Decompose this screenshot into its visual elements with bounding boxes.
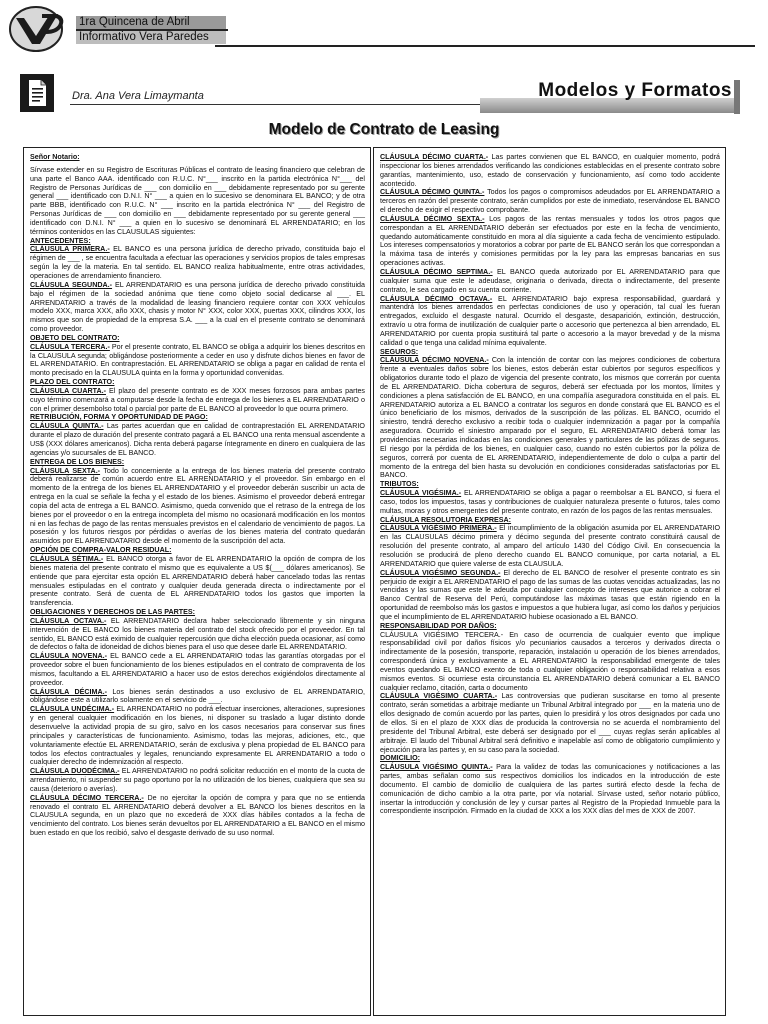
- clause-text: EL BANCO otorga a favor de EL ARRENDATARIO la opción de compra de los bienes materia del presente contrato el mismo que es equivalente a US $(___ dólares americanos). Se entiende que para ejercitar esta opción EL ARRENDATARIO deberá haber cancelado todas las rentas mensuales estipuladas en el contrato y cualquier deuda generada directa o indirectamente por el presente contrato. Será de cuenta de EL ARRENDATARIO todos los gastos que importen la transferencia.: [30, 554, 365, 608]
- clause-text: EL ARRENDATARIO no podrá solicitar reducción en el monto de la cuota de arrendamiento, ni suspender su pago oportuno por la no utilización de los bienes, cualquiera que sea su causa (deterioro o averías).: [30, 767, 365, 793]
- author-name: Dra. Ana Vera Limaymanta: [72, 90, 204, 102]
- heading-text: OPCIÓN DE COMPRA-VALOR RESIDUAL:: [30, 546, 172, 555]
- clause-label: CLÁUSULA UNDÉCIMA.-: [30, 705, 115, 714]
- clause-paragraph: [30, 652, 365, 687]
- clause-paragraph: [30, 245, 365, 280]
- clause-label: CLÁUSULA PRIMERA.-: [30, 245, 110, 254]
- section-heading: [30, 608, 365, 617]
- clause-label: CLÁUSULA QUINTA.-: [30, 422, 104, 431]
- section-heading: [30, 413, 365, 422]
- clause-text: Las partes acuerdan que en calidad de contraprestación EL ARRENDATARIO durante el plazo de duración del presente contrato pagará a EL BANCO una renta mensual ascendente a US$ (XXX dólares americanos). Dicha renta deberá pagarse íntegramente en dinero en cualquiera de las agencias y/o sucursales de EL BANCO.: [30, 422, 365, 457]
- clause-text: Todos los pagos o compromisos adeudados por EL ARRENDATARIO a terceros en razón del presente contrato, serán cumplidos por este de inmediato, reservándose EL BANCO el derecho de exigir el respectivo comprobante.: [380, 188, 720, 215]
- document-icon: [20, 74, 54, 112]
- clause-text: EL BANCO es una persona jurídica de derecho privado, constituida bajo el régimen de ___ , se encuentra facultada a efectuar las operaciones y servicios propios de tales empresas según la ley de la materia. En tal sentido. EL BANCO realiza habitualmente, entre otras actividades, operaciones de arrendamiento financiero.: [30, 245, 366, 280]
- clause-label: CLÁUSULA DÉCIMO OCTAVA.-: [380, 294, 493, 303]
- clause-text: EL ARRENDATARIO bajo expresa responsabilidad, guardará y mantendrá los bienes arrendados en perfectas condiciones de uso y operación, tal cual les fueran entregados, excluido el desgaste natural. Ocurrido el desgaste, desaparición, extinción, destrucción, extravío u otra forma de inutilización de cualquier parte o accesorio que pertenezca al bien arrendado, EL ARRENDATARIO por cuenta propia sustituirá tal parte o accesorio a la mayor brevedad y de la misma calidad o que tenga una calidad mínima equivalente.: [380, 294, 720, 347]
- clause-paragraph: [380, 631, 720, 693]
- clause-text: Por el presente contrato, EL BANCO se obliga a adquirir los bienes descritos en la CLAUSULA segunda; obligándose posteriormente a ceder en uso y disfrute dichos bienes en favor de EL ARRENDATARIO. En contraprestación. EL ARRENDATARIO se obliga a pagar en calidad de renta el monto precisado en la CLAUSULA quinta en la forma y oportunidad convenidas.: [30, 342, 366, 378]
- clause-paragraph: [30, 166, 365, 237]
- clause-label: CLÁUSULA SEGUNDA.-: [30, 280, 113, 289]
- clause-label: CLÁUSULA VIGÉSIMA.-: [380, 489, 462, 498]
- clause-label: CLÁUSULA VIGÉSIMO CUARTA.-: [380, 692, 498, 701]
- clause-label: CLÁUSULA DÉCIMO QUINTA.-: [380, 188, 485, 197]
- clause-paragraph: [380, 489, 720, 516]
- clause-paragraph: [30, 767, 365, 794]
- clause-text: El incumplimiento de la obligación asumida por EL ARRENDATARIO en las CLAUSULAS décimo primera y décimo segunda del presente contrato constituirá causal de resolución del presente contrato, al amparo del artículo 1430 del Código Civil. En consecuencia la resolución se producirá de pleno derecho cuando EL BANCO comunique, por carta notarial, a EL ARRENDATARIO que quiere valerse de esta CLAUSULA.: [380, 524, 721, 568]
- clause-paragraph: [380, 188, 720, 215]
- clause-paragraph: [380, 356, 720, 480]
- clause-label: CLÁUSULA SÉTIMA.-: [30, 554, 104, 563]
- clause-text: Sírvase extender en su Registro de Escrituras Públicas el contrato de leasing financiero que celebran de una parte el Banco AAA. identificado con R.U.C. N°___ inscrito en la partida electrónica N°___ del Registro de Personas Jurídicas de ___ con domicilio en ___ debidamente representado por su gerente general ___ identificado con D.N.I. N° ___ a quien en lo sucesivo se denominara EL BANCO; y de otra parte BBB, identificado con R.U.C. N° ___ inscrito en la partida electrónica N° ___ del Registro de Personas Jurídicas de ___ con domicilio en ___ debidamente representado por su gerente general ___ identificado con D.N.I. N° ___ a quien en lo sucesivo se denominará EL ARRENDATARIO; en los términos contenidos en las CLAUSULAS siguientes:: [30, 165, 365, 236]
- clause-label: CLÁUSULA VIGÉSIMO SEGUNDA.-: [380, 568, 501, 577]
- clause-paragraph: [380, 569, 720, 622]
- clause-paragraph: [380, 295, 720, 348]
- clause-paragraph: [380, 763, 720, 816]
- clause-paragraph: [30, 422, 365, 457]
- clause-text: EL ARRENDATARIO se obliga a pagar o reembolsar a EL BANCO, si fuera el caso, todos los impuestos, tasas y contribuciones de cualquier naturaleza presente o futuros, tales como multas, moras y otros emergentes del presente contrato, en razón de los pagos de las rentas mensuales.: [380, 489, 720, 515]
- clause-text: Los bienes serán destinados a uso exclusivo de EL ARRENDATARIO, obligándose este a utilizarlo solamente en el servicio de ___.: [30, 687, 365, 705]
- section-heading: [380, 622, 720, 631]
- clause-text: El derecho de EL BANCO de resolver el presente contrato es sin perjuicio de exigir a EL ARRENDATARIO el pago de las sumas de las cuotas vencidas actualizadas, las no vencidas y las sumas que este le adeuda por cualquier concepto de intereses que autorice a cobrar el Banco Central de Reserva del Perú, computándose las máximas tasas que están rigiendo en la oportunidad de reembolso más los gastos e impuestos a que hubiera lugar, así como los daños y perjuicios que el incumplimiento de EL ARRENDATARIO hubiese ocasionado a EL BANCO.: [380, 568, 721, 621]
- issue-label: 1ra Quincena de Abril: [76, 16, 226, 29]
- clause-paragraph: [30, 617, 365, 652]
- heading-text: ANTECEDENTES:: [30, 236, 91, 245]
- author-rule: [70, 104, 480, 105]
- section-banner-edge: [734, 80, 740, 114]
- section-heading: [30, 378, 365, 387]
- clause-label: CLÁUSULA DÉCIMO NOVENA.-: [380, 356, 489, 365]
- clause-paragraph: [380, 692, 720, 754]
- left-column: [23, 147, 371, 1016]
- clause-paragraph: [30, 281, 365, 334]
- clause-label: CLÁUSULA DÉCIMO SEXTA.-: [380, 214, 485, 223]
- section-title: Modelos y Formatos: [538, 80, 732, 101]
- clause-label: CLÁUSULA DÉCIMO TERCERA.-: [30, 793, 144, 802]
- clause-text: Con la intención de contar con las mejores condiciones de cobertura frente a eventuales daños sobre los bienes, estos deberán estar cubiertos por seguros específicos y obligatorios durante todo el plazo de vigencia del presente contrato, los mismos que correrán por cuenta de EL ARRENDATARIO. Dicha cobertura de seguros, deberá ser efectuada por los montos, límites y condiciones a plena satisfacción de EL BANCO, en una compañía aseguradora constituida en el país. EL ARRENDATARIO autoriza a EL BANCO a contratar los seguros en donde constará que EL BANCO es el único beneficiario de los mismos, derivados de la suscripción de las pólizas. EL BANCO, ocurrido el siniestro, tendrá derecho exclusivo a recibir toda o cualquier indemnización a pagar por la compañía aseguradora. Ocurrido el siniestro amparado por el seguro, EL ARRENDATARIO deberá tomar las providencias necesarias indicadas en las condiciones generales y particulares de las pólizas de seguros. El riesgo por la pérdida de los bienes, en cualquier caso, cuando no estén cubiertos por la póliza de seguros, correrá por cuenta de EL ARRENDATARIO, independientemente de dolo o culpa a partir del momento de la entrega del bien hasta su devolución en condiciones consideradas satisfactorias por EL BANCO.: [380, 356, 720, 480]
- section-heading: [30, 546, 365, 555]
- heading-text: CLÁUSULA RESOLUTORIA EXPRESA:: [380, 515, 512, 524]
- clause-text: Las partes convienen que EL BANCO, en cualquier momento, podrá inspeccionar los bienes arrendados verificando las condiciones establecidas en el presente contrato sobre garantías, mantenimiento, uso, estado de conservación y funcionamiento, así como todo accidente acontecido.: [380, 153, 720, 188]
- clause-paragraph: [30, 343, 365, 378]
- clause-text: EL BANCO cede a EL ARRENDATARIO todas las garantías otorgadas por el proveedor sobre el buen funcionamiento de los bienes estipulados en el contrato de compraventa de los mismos, facultando a EL ARRENDATARIO a hacer uso de estos derechos exigiéndolos directamente al proveedor.: [30, 652, 365, 687]
- clause-label: CLÁUSULA VIGÉSIMO PRIMERA.-: [380, 524, 497, 533]
- heading-text: ENTREGA DE LOS BIENES:: [30, 457, 125, 466]
- heading-text: TRIBUTOS:: [380, 480, 419, 489]
- clause-label: CLÁUSULA DÉCIMO CUARTA.-: [380, 153, 489, 161]
- clause-label: CLÁUSULA OCTAVA.-: [30, 616, 107, 625]
- document-title: Modelo de Contrato de Leasing: [268, 121, 500, 138]
- clause-label: CLÁUSULA SEXTA.-: [30, 466, 101, 475]
- clause-text: El plazo del presente contrato es de XXX meses forzosos para ambas partes cuyo término comenzará a computarse desde la fecha de entrega de los bienes a EL ARRENDATARIO o con el primer desembolso total o parcial por parte de EL BANCO al proveedor lo que ocurra primero.: [30, 386, 365, 413]
- right-column: [373, 147, 726, 1016]
- clause-text: EL ARRENDATARIO es una persona jurídica de derecho privado constituida bajo el régimen de la sociedad anónima que tiene como objeto social dedicarse al ___. EL ARRENDATARIO a través de la modalidad de leasing financiero requiere contar con XXX vehículos modelo XXX, marca XXX, año XXX, chasis y motor N° XXX, color XXX, puertas XXX, cilindros XXX, los mismos que son de propiedad de la empresa S.A. ___ a la cual en el presente contrato se denominará como proveedor.: [30, 280, 366, 334]
- section-heading: [30, 334, 365, 343]
- section-heading: [30, 458, 365, 467]
- clause-paragraph: [30, 387, 365, 414]
- clause-label: CLÁUSULA CUARTA.-: [30, 386, 106, 395]
- publication-label: Informativo Vera Paredes: [76, 31, 226, 44]
- clause-text: EL ARRENDATARIO no podrá efectuar inserciones, alteraciones, supresiones y en general cualquier modificación en los bienes, ni disponer su traslado a lugar distinto donde desenvuelve la actividad propia de su giro, salvo en los casos necesarios para conservar sus fines principales y características de funcionamiento. Asimismo, todas las mejoras, adiciones, etc., que voluntariamente efectúe EL ARRENDATARIO, serán de exclusiva y plena propiedad de EL BANCO para todos los efectos contractuales y legales, renunciando expresamente EL ARRENDATARIO a todo o cualquier derecho de indemnización al respecto.: [30, 705, 365, 767]
- clause-text: Para la validez de todas las comunicaciones y notificaciones a las partes, ambas señalan como sus respectivos domicilios los indicados en la introducción de este documento. El cambio de domicilio de cualquiera de las partes surtirá efecto desde la fecha de comunicación de dicho cambio a la otra parte, por vía notarial. Sírvase usted, señor notario público, insertar la introducción y conclusión de ley y cursar partes al Registro de la Propiedad Inmueble para la correspondiente inscripción. Firmado en la ciudad de XXX a los XXX días del mes de XXX de 2007.: [380, 763, 720, 816]
- clause-paragraph: [30, 555, 365, 608]
- heading-text: DOMICILIO:: [380, 754, 421, 763]
- clause-paragraph: [30, 705, 365, 767]
- clause-text: CLÁUSULA VIGÉSIMO TERCERA.- En caso de ocurrencia de cualquier evento que implique responsabilidad civil por daños físicos y/o pecuniarios causados a terceros y derivados directa o indirectamente de la posesión, transporte, reparación, instalación u operación de los bienes arrendados, corresponderá única y exclusivamente a EL ARRENDATARIO la responsabilidad emergente de tales eventos quedando EL BANCO exento de toda o cualquier obligación o responsabilidad relativa a esos mismos eventos. Si ocurriese esta circunstancia EL ARRENDATARIO deberá comunicar a EL BANCO cualquier reclamo, citación, carta o documento: [380, 630, 720, 692]
- clause-text: Los pagos de las rentas mensuales y todos los otros pagos que correspondan a EL ARRENDATARIO deberán ser efectuados por este en la fecha de vencimiento, quedando automáticamente constituido en mora al día siguiente a cada fecha de vencimiento estipulado. Los intereses compensatorios y moratorios a cobrar por parte de EL BANCO serán los que correspondan a la máxima tasa de interés y comisiones permitidas por la ley para las empresas bancarias en sus operaciones activas.: [380, 214, 720, 268]
- clause-label: CLÁUSULA DÉCIMO SEPTIMA.-: [380, 267, 493, 276]
- clause-paragraph: [30, 153, 365, 162]
- clause-paragraph: [30, 467, 365, 547]
- clause-text: Todo lo concerniente a la entrega de los bienes materia del presente contrato deberá realizarse de común acuerdo entre EL ARRENDATARIO y el proveedor. Sin embargo en el momento de la entrega de los bienes EL ARRENDATARIO y el proveedor deberán suscribir un acta de entrega en la cual se señale la fecha y el estado de los bienes. Asimismo el proveedor deberá entregar copia del acta de entrega a EL BANCO. Asimismo, queda convenido que el retraso de la entrega de los bienes por el proveedor o en la entrega incompleta del mismo no ocasionará modificación en los montos ni en las fechas de pago de las rentas mensuales previstos en el calendario de vencimiento de pagos. La posesión y los futuros riesgos por pérdidas o averías de los bienes materia del contrato quedarán asumidos por EL ARRENDATARIO desde el momento de la suscripción del acta.: [30, 466, 365, 546]
- clause-paragraph: [380, 524, 720, 568]
- clause-paragraph: [380, 153, 720, 188]
- section-heading: [380, 754, 720, 763]
- clause-paragraph: [30, 794, 365, 838]
- clause-text: EL BANCO queda autorizado por EL ARRENDATARIO para que cualquier suma que este le adeudase, originaria o derivada, directa o indirectamente, del presente contrato, le sea cargado en su cuenta corriente.: [380, 267, 720, 294]
- clause-text: EL ARRENDATARIO declara haber seleccionado libremente y sin ninguna intervención de EL BANCO los bienes materia del contrato del stock ofrecido por el proveedor. En tal sentido, EL BANCO está eximido de cualquier repercusión que dicha elección pueda ocasionar, así como de defectos o falta de idoneidad de dichos bienes para el uso que desee darle EL ARRENDATARIO.: [30, 616, 365, 652]
- clause-label: CLÁUSULA VIGÉSIMO QUINTA.-: [380, 763, 493, 772]
- clause-label: CLÁUSULA TERCERA.-: [30, 342, 110, 351]
- clause-paragraph: [380, 268, 720, 295]
- clause-text: Las controversias que pudieran suscitarse en torno al presente contrato, serán sometidas a arbitraje mediante un Tribunal Arbitral integrado por ___ en la materia uno de ellos designado de común acuerdo por las partes, quien lo presidirá y los otros designados por cada uno de ellos. Si en el plazo de XXX días de producida la controversia no se acuerda el nombramiento del presidente del Tribunal Arbitral, este deberá ser designado por el ___ cuyas reglas serán aplicables al arbitraje. El laudo del Tribunal Arbitral será definitivo e inapelable así como de obligatorio cumplimiento y ejecución para las partes y, en su caso para la sociedad.: [380, 692, 720, 754]
- clause-paragraph: [380, 215, 720, 268]
- vp-logo-icon: [6, 4, 68, 54]
- clause-label: Señor Notario:: [30, 153, 80, 161]
- clause-label: CLÁUSULA DÉCIMA.-: [30, 687, 107, 696]
- clause-text: De no ejercitar la opción de compra y para que no se entienda renovado el contrato EL ARRENDATARIO deberá devolver a EL BANCO los bienes descritos en la CLAUSULA segunda, en un plazo que no excederá de XXX días hábiles contados a la fecha de vencimiento del contrato. Los bienes serán devueltos por EL ARRENDATARIO a EL BANCO en el mismo buen estado en que los recibió, salvo el desgaste derivado de su uso normal.: [30, 793, 365, 838]
- section-heading: [380, 480, 720, 489]
- clause-label: CLÁUSULA NOVENA.-: [30, 652, 107, 661]
- heading-text: PLAZO DEL CONTRATO:: [30, 378, 115, 387]
- heading-text: SEGUROS:: [380, 347, 419, 356]
- clause-paragraph: [30, 688, 365, 706]
- heading-text: RESPONSABILIDAD POR DAÑOS:: [380, 621, 497, 630]
- clause-label: CLÁUSULA DUODÉCIMA.-: [30, 767, 120, 776]
- heading-text: OBJETO DEL CONTRATO:: [30, 333, 120, 342]
- heading-text: RETRIBUCIÓN, FORMA Y OPORTUNIDAD DE PAGO:: [30, 413, 208, 422]
- header-rule: [215, 45, 755, 47]
- heading-text: OBLIGACIONES Y DERECHOS DE LAS PARTES:: [30, 608, 196, 617]
